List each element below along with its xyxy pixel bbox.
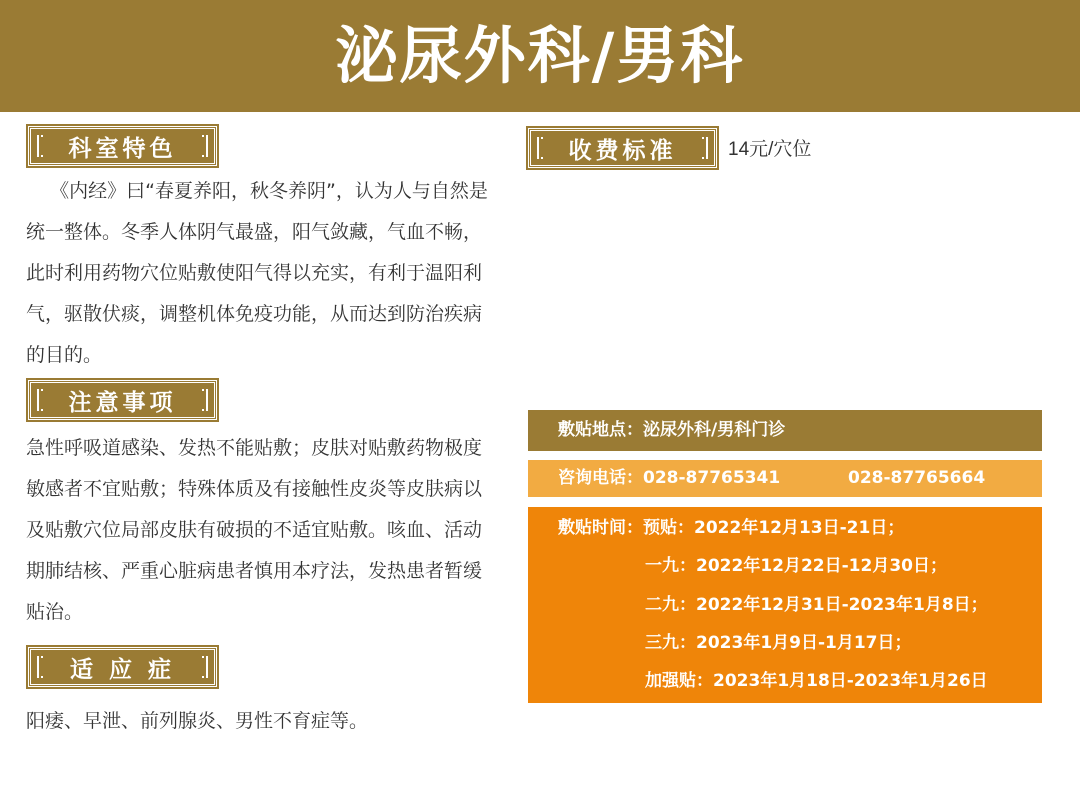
badge-ornament-right-icon <box>702 137 708 159</box>
precautions-text: 急性呼吸道感染、发热不能贴敷；皮肤对贴敷药物极度敏感者不宜贴敷；特殊体质及有接触性皮炎等皮肤病以及贴敷穴位局部皮肤有破损的不适宜贴敷。咳血、活动期肺结核、严重心脏病患者慎用本疗法，发热患者暂缓贴治。 <box>26 437 483 623</box>
location-text: 敷贴地点：泌尿外科/男科门诊 <box>558 420 786 440</box>
precautions-heading-badge <box>28 380 217 420</box>
fees-heading-badge <box>528 128 717 168</box>
indications-heading: 适 应 症 <box>69 656 175 683</box>
features-heading: 科室特色 <box>68 135 177 162</box>
schedule-row: 敷贴时间：预贴：2022年12月13日-21日； <box>558 518 905 538</box>
badge-ornament-left-icon <box>37 656 43 678</box>
phone-number-1: 咨询电话：028-87765341 <box>558 468 781 488</box>
indications-heading-badge <box>28 647 217 687</box>
schedule-row: 加强贴：2023年1月18日-2023年1月26日 <box>645 671 988 691</box>
badge-ornament-left-icon <box>37 389 43 411</box>
schedule-row: 二九：2022年12月31日-2023年1月8日； <box>645 595 988 615</box>
phone-number-2: 028-87765664 <box>848 468 986 488</box>
precautions-heading: 注意事项 <box>68 389 177 416</box>
features-text: 《内经》曰“春夏养阳，秋冬养阴”，认为人与自然是统一整体。冬季人体阴气最盛，阳气敛藏，气血不畅，此时利用药物穴位贴敷使阳气得以充实，有利于温阳利气，驱散伏痰，调整机体免疫功能，从而达到防治疾病的目的。 <box>26 180 488 366</box>
badge-ornament-right-icon <box>202 135 208 157</box>
badge-ornament-left-icon <box>537 137 543 159</box>
schedule-row: 三九：2023年1月9日-1月17日； <box>645 633 912 653</box>
badge-ornament-right-icon <box>202 656 208 678</box>
header-banner <box>0 0 1080 112</box>
indications-text: 阳痿、早泄、前列腺炎、男性不育症等。 <box>26 710 369 732</box>
badge-ornament-left-icon <box>37 135 43 157</box>
badge-ornament-right-icon <box>202 389 208 411</box>
fee-value: 14元/穴位 <box>728 139 812 160</box>
features-heading-badge <box>28 126 217 166</box>
schedule-box <box>528 507 1042 703</box>
phone-bar <box>528 460 1042 497</box>
fees-heading: 收费标准 <box>568 137 677 164</box>
page-title: 泌尿外科/男科 <box>335 19 745 92</box>
schedule-row: 一九：2022年12月22日-12月30日； <box>645 556 947 576</box>
location-bar <box>528 410 1042 451</box>
